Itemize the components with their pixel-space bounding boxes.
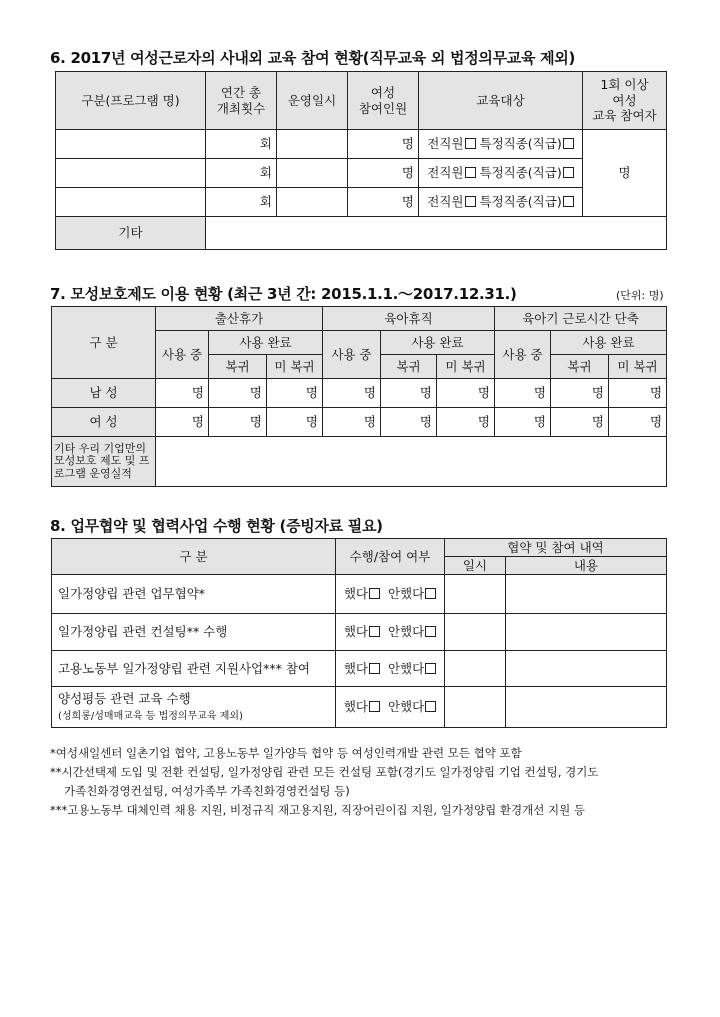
count-cell[interactable]: 명 bbox=[551, 408, 609, 437]
in-use-header: 사용 중 bbox=[323, 331, 381, 379]
header-schedule: 운영일시 bbox=[277, 72, 348, 130]
section-8-title: 8. 업무협약 및 협력사업 수행 현황 (증빙자료 필요) bbox=[50, 517, 383, 535]
row-label: 양성평등 관련 교육 수행 (성희롱/성매매교육 등 법정의무교육 제외) bbox=[52, 687, 336, 728]
date-cell[interactable] bbox=[445, 575, 506, 614]
in-use-header: 사용 중 bbox=[495, 331, 551, 379]
checkbox[interactable] bbox=[563, 138, 574, 149]
row-label: 일가정양립 관련 컨설팅** 수행 bbox=[52, 614, 336, 651]
cooperation-table bbox=[51, 538, 667, 728]
women-cell[interactable]: 명 bbox=[348, 188, 419, 217]
content-cell[interactable] bbox=[506, 575, 667, 614]
education-table bbox=[55, 71, 667, 250]
checkbox[interactable] bbox=[369, 663, 380, 674]
program-cell[interactable] bbox=[56, 159, 206, 188]
not-returned-header: 미 복귀 bbox=[267, 355, 323, 379]
header-annual-count: 연간 총 개최횟수 bbox=[206, 72, 277, 130]
content-cell[interactable] bbox=[506, 687, 667, 728]
content-cell[interactable] bbox=[506, 614, 667, 651]
checkbox[interactable] bbox=[425, 663, 436, 674]
count-cell[interactable]: 명 bbox=[323, 379, 381, 408]
date-header: 일시 bbox=[445, 557, 506, 575]
group-parental-leave: 육아휴직 bbox=[323, 307, 495, 331]
count-cell[interactable]: 회 bbox=[206, 159, 277, 188]
header-target: 교육대상 bbox=[419, 72, 583, 130]
header-program: 구분(프로그램 명) bbox=[56, 72, 206, 130]
table-row bbox=[52, 651, 667, 687]
footnotes bbox=[50, 744, 690, 820]
checkbox[interactable] bbox=[425, 701, 436, 712]
schedule-cell[interactable] bbox=[277, 159, 348, 188]
checkbox[interactable] bbox=[563, 167, 574, 178]
checkbox[interactable] bbox=[425, 626, 436, 637]
count-cell[interactable]: 명 bbox=[551, 379, 609, 408]
date-cell[interactable] bbox=[445, 687, 506, 728]
section-7-title: 7. 모성보호제도 이용 현황 (최근 3년 간: 2015.1.1.～2017.12.31.) bbox=[50, 285, 517, 303]
row-label: 일가정양립 관련 업무협약* bbox=[52, 575, 336, 614]
checkbox[interactable] bbox=[465, 196, 476, 207]
completed-header: 사용 완료 bbox=[381, 331, 495, 355]
checkbox[interactable] bbox=[465, 138, 476, 149]
target-cell: 전직원 특정직종(직급) bbox=[419, 188, 583, 217]
count-cell[interactable]: 명 bbox=[267, 379, 323, 408]
count-cell[interactable]: 명 bbox=[267, 408, 323, 437]
other-input[interactable] bbox=[206, 217, 667, 250]
count-cell[interactable]: 명 bbox=[209, 379, 267, 408]
table-row bbox=[56, 188, 667, 217]
count-cell[interactable]: 명 bbox=[609, 379, 667, 408]
count-cell[interactable]: 회 bbox=[206, 130, 277, 159]
content-cell[interactable] bbox=[506, 651, 667, 687]
footnote: 가족친화경영컨설팅, 여성가족부 가족친화경영컨설팅 등) bbox=[64, 784, 350, 798]
done-cell: 했다 안했다 bbox=[336, 687, 445, 728]
done-cell: 했다 안했다 bbox=[336, 614, 445, 651]
unit-label: (단위: 명) bbox=[616, 289, 664, 302]
checkbox[interactable] bbox=[369, 626, 380, 637]
checkbox[interactable] bbox=[563, 196, 574, 207]
count-cell[interactable]: 명 bbox=[495, 408, 551, 437]
table-row bbox=[52, 575, 667, 614]
other-program-label: 기타 우리 기업만의 모성보호 제도 및 프로그램 운영실적 bbox=[52, 437, 156, 487]
count-cell[interactable]: 명 bbox=[209, 408, 267, 437]
in-use-header: 사용 중 bbox=[156, 331, 209, 379]
footnote: **시간선택제 도입 및 전환 컨설팅, 일가정양립 관련 모든 컨설팅 포함(경기도 일가정양립 기업 컨설팅, 경기도 bbox=[50, 765, 599, 779]
over-once-cell[interactable]: 명 bbox=[583, 130, 667, 217]
section-6-title: 6. 2017년 여성근로자의 사내외 교육 참여 현황(직무교육 외 법정의무교육 제외) bbox=[50, 49, 576, 67]
returned-header: 복귀 bbox=[381, 355, 437, 379]
header-over-once: 1회 이상 여성 교육 참여자 bbox=[583, 72, 667, 130]
done-cell: 했다 안했다 bbox=[336, 651, 445, 687]
table-row bbox=[56, 130, 667, 159]
count-cell[interactable]: 명 bbox=[609, 408, 667, 437]
count-cell[interactable]: 명 bbox=[381, 408, 437, 437]
count-cell[interactable]: 명 bbox=[495, 379, 551, 408]
completed-header: 사용 완료 bbox=[551, 331, 667, 355]
count-cell[interactable]: 명 bbox=[156, 379, 209, 408]
date-cell[interactable] bbox=[445, 614, 506, 651]
women-cell[interactable]: 명 bbox=[348, 159, 419, 188]
count-cell[interactable]: 회 bbox=[206, 188, 277, 217]
target-cell: 전직원 특정직종(직급) bbox=[419, 159, 583, 188]
checkbox[interactable] bbox=[369, 701, 380, 712]
footnote: *여성새일센터 일촌기업 협약, 고용노동부 일가양득 협약 등 여성인력개발 관련 모든 협약 포함 bbox=[50, 746, 522, 760]
schedule-cell[interactable] bbox=[277, 188, 348, 217]
done-cell: 했다 안했다 bbox=[336, 575, 445, 614]
checkbox[interactable] bbox=[425, 588, 436, 599]
gubun-header: 구 분 bbox=[52, 539, 336, 575]
checkbox[interactable] bbox=[465, 167, 476, 178]
count-cell[interactable]: 명 bbox=[156, 408, 209, 437]
checkbox[interactable] bbox=[369, 588, 380, 599]
footnote: ***고용노동부 대체인력 채용 지원, 비정규직 재고용지원, 직장어린이집 지원, 일가정양립 환경개선 지원 등 bbox=[50, 803, 586, 817]
detail-header: 협약 및 참여 내역 bbox=[445, 539, 667, 557]
count-cell[interactable]: 명 bbox=[381, 379, 437, 408]
date-cell[interactable] bbox=[445, 651, 506, 687]
row-label: 고용노동부 일가정양립 관련 지원사업*** 참여 bbox=[52, 651, 336, 687]
schedule-cell[interactable] bbox=[277, 130, 348, 159]
table-row bbox=[52, 687, 667, 728]
row-label-male: 남 성 bbox=[52, 379, 156, 408]
other-program-input[interactable] bbox=[156, 437, 667, 487]
gubun-header: 구 분 bbox=[52, 307, 156, 379]
table-row bbox=[52, 408, 667, 437]
group-maternity-leave: 출산휴가 bbox=[156, 307, 323, 331]
program-cell[interactable] bbox=[56, 130, 206, 159]
program-cell[interactable] bbox=[56, 188, 206, 217]
table-row bbox=[52, 614, 667, 651]
not-returned-header: 미 복귀 bbox=[437, 355, 495, 379]
count-cell[interactable]: 명 bbox=[437, 408, 495, 437]
row-label-female: 여 성 bbox=[52, 408, 156, 437]
count-cell[interactable]: 명 bbox=[437, 379, 495, 408]
table-row bbox=[52, 379, 667, 408]
header-women-participants: 여성 참여인원 bbox=[348, 72, 419, 130]
other-label: 기타 bbox=[56, 217, 206, 250]
count-cell[interactable]: 명 bbox=[323, 408, 381, 437]
maternity-table bbox=[51, 306, 667, 487]
group-reduced-hours: 육아기 근로시간 단축 bbox=[495, 307, 667, 331]
content-header: 내용 bbox=[506, 557, 667, 575]
completed-header: 사용 완료 bbox=[209, 331, 323, 355]
table-row bbox=[56, 159, 667, 188]
target-cell: 전직원 특정직종(직급) bbox=[419, 130, 583, 159]
returned-header: 복귀 bbox=[551, 355, 609, 379]
women-cell[interactable]: 명 bbox=[348, 130, 419, 159]
returned-header: 복귀 bbox=[209, 355, 267, 379]
not-returned-header: 미 복귀 bbox=[609, 355, 667, 379]
done-header: 수행/참여 여부 bbox=[336, 539, 445, 575]
